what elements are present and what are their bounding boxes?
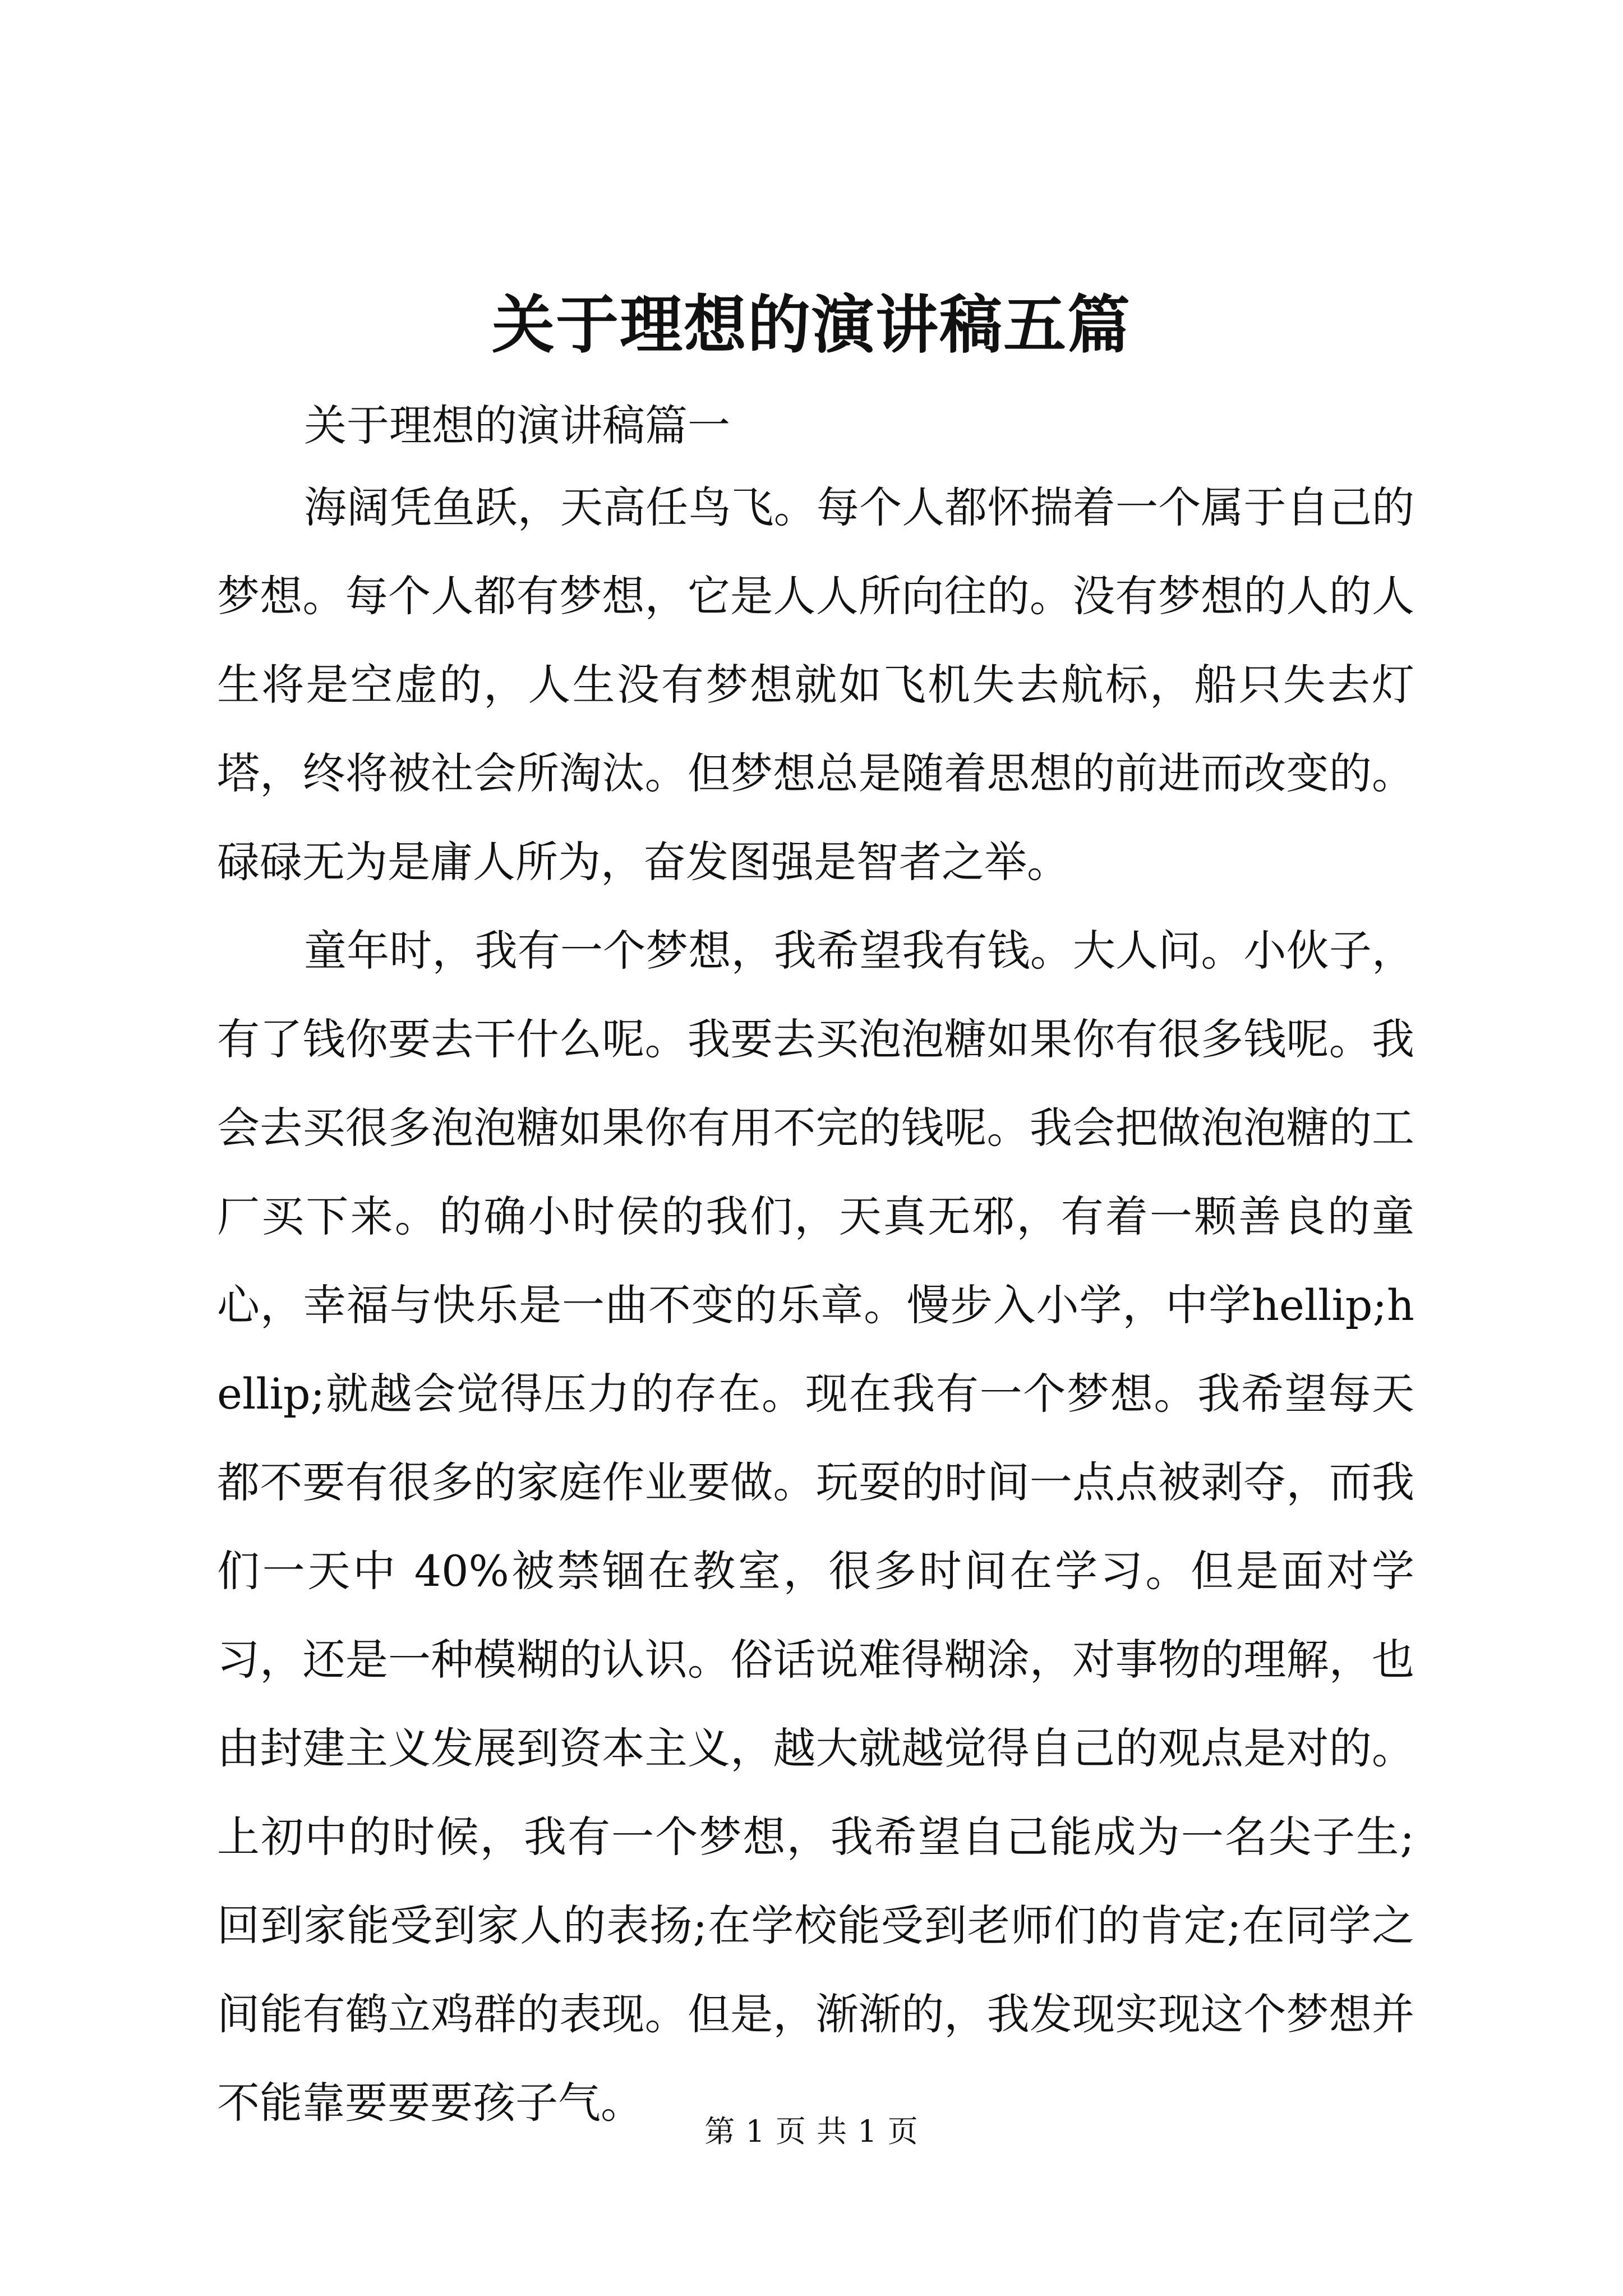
section-heading: 关于理想的演讲稿篇一 [304, 401, 730, 450]
page-footer: 第 1 页 共 1 页 [704, 2114, 919, 2149]
paragraph-1: 海阔凭鱼跃，天高任鸟飞。每个人都怀揣着一个属于自己的梦想。每个人都有梦想，它是人人所向往的。没有梦想的人的人生将是空虚的，人生没有梦想就如飞机失去航标，船只失去灯塔，终将被社会所淘汰。但梦想总是随着思想的前进而改变的。碌碌无为是庸人所为，奋发图强是智者之举。 [217, 482, 1414, 887]
paragraph-2: 童年时，我有一个梦想，我希望我有钱。大人问。小伙子，有了钱你要去干什么呢。我要去买泡泡糖如果你有很多钱呢。我会去买很多泡泡糖如果你有用不完的钱呢。我会把做泡泡糖的工厂买下来。的确小时侯的我们，天真无邪，有着一颗善良的童心，幸福与快乐是一曲不变的乐章。慢步入小学，中学hellip;hellip;就越会觉得压力的存在。现在我有一个梦想。我希望每天都不要有很多的家庭作业要做。玩耍的时间一点点被剥夺，而我们一天中 40%被禁锢在教室，很多时间在学习。但是面对学习，还是一种模糊的认识。俗话说难得糊涂，对事物的理解，也由封建主义发展到资本主义，越大就越觉得自己的观点是对的。上初中的时候，我有一个梦想，我希望自己能成为一名尖子生;回到家能受到家人的表扬;在学校能受到老师们的肯定;在同学之间能有鹤立鸡群的表现。但是，渐渐的，我发现实现这个梦想并不能靠要要要孩子气。 [217, 926, 1414, 2128]
document-body [217, 381, 1414, 2147]
document-title: 关于理想的演讲稿五篇 [492, 288, 1131, 362]
